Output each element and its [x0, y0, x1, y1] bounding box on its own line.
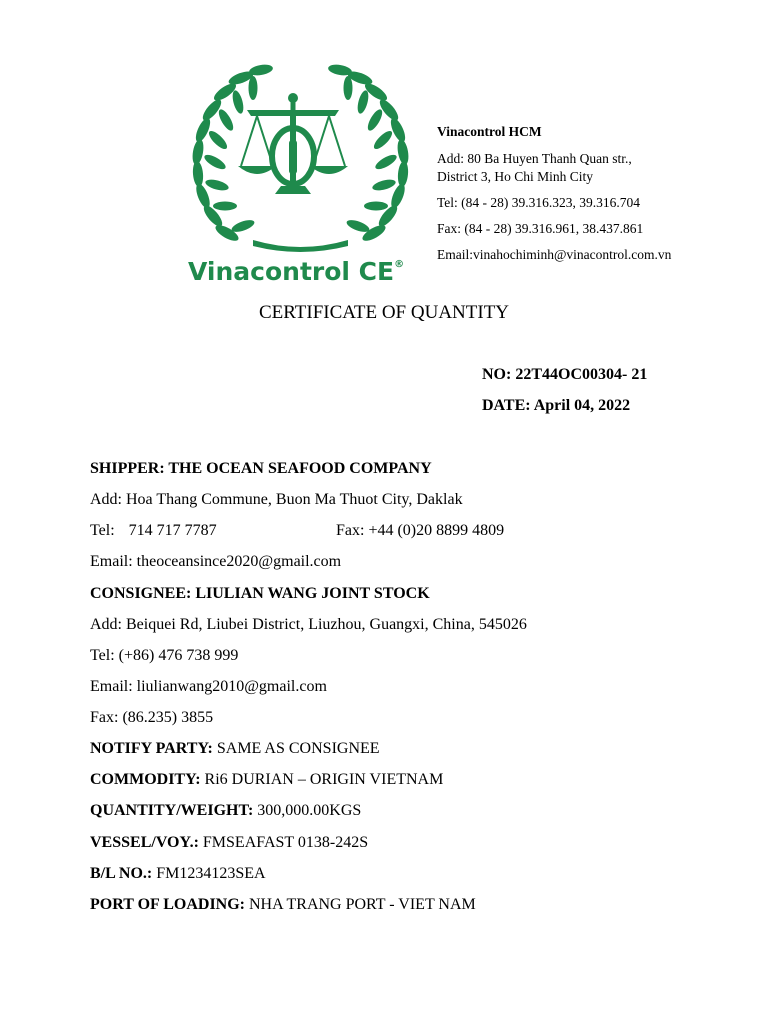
company-tel: Tel: (84 - 28) 39.316.323, 39.316.704: [437, 195, 641, 210]
notify-party-row: [90, 740, 380, 758]
bill-of-lading-row: [90, 865, 266, 883]
consignee-address: Add: Beiquei Rd, Liubei District, Liuzhou, Guangxi, China, 545026: [90, 616, 527, 633]
consignee-email: Email: liulianwang2010@gmail.com: [90, 678, 327, 695]
commodity-value: Ri6 DURIAN – ORIGIN VIETNAM: [204, 771, 444, 788]
shipper-heading: SHIPPER: THE OCEAN SEAFOOD COMPANY: [90, 460, 432, 477]
consignee-fax: Fax: (86.235) 3855: [90, 709, 214, 726]
vessel-label: VESSEL/VOY.:: [90, 834, 199, 851]
commodity-row: [90, 771, 443, 789]
certificate-number: NO: 22T44OC00304- 21: [482, 366, 648, 383]
quantity-label: QUANTITY/WEIGHT:: [90, 802, 254, 819]
bill-of-lading-label: B/L NO.:: [90, 865, 153, 882]
logo-brand-text: Vinacontrol CE®: [188, 257, 405, 286]
quantity-value: 300,000.00KGS: [257, 802, 362, 819]
shipper-tel-value: 714 717 7787: [128, 522, 217, 539]
company-address: [437, 150, 757, 186]
company-name: Vinacontrol HCM: [437, 124, 542, 139]
shipper-tel-label: Tel:: [90, 522, 115, 539]
page-title: CERTIFICATE OF QUANTITY: [258, 302, 510, 323]
port-of-loading-label: PORT OF LOADING:: [90, 896, 245, 913]
company-fax: Fax: (84 - 28) 39.316.961, 38.437.861: [437, 221, 644, 236]
shipper-phone-fax-row: [90, 522, 590, 540]
company-logo: [183, 58, 418, 296]
consignee-heading: CONSIGNEE: LIULIAN WANG JOINT STOCK: [90, 585, 430, 602]
company-email: Email:vinahochiminh@vinacontrol.com.vn: [437, 247, 672, 262]
company-contact-block: [437, 123, 757, 272]
shipper-email: Email: theoceansince2020@gmail.com: [90, 553, 342, 570]
company-address-line1: Add: 80 Ba Huyen Thanh Quan str.,: [437, 151, 632, 166]
bill-of-lading-value: FM1234123SEA: [156, 865, 266, 882]
commodity-label: COMMODITY:: [90, 771, 201, 788]
quantity-row: [90, 802, 361, 820]
consignee-tel: Tel: (+86) 476 738 999: [90, 647, 239, 664]
scales-laurel-icon: [183, 58, 418, 258]
vessel-row: [90, 834, 368, 852]
notify-party-value: SAME AS CONSIGNEE: [216, 740, 380, 757]
shipper-fax: Fax: +44 (0)20 8899 4809: [336, 522, 505, 539]
port-of-loading-value: NHA TRANG PORT - VIET NAM: [249, 896, 476, 913]
company-address-line2: District 3, Ho Chi Minh City: [437, 169, 594, 184]
port-of-loading-row: [90, 896, 476, 914]
shipper-address: Add: Hoa Thang Commune, Buon Ma Thuot City, Daklak: [90, 491, 463, 508]
notify-party-label: NOTIFY PARTY:: [90, 740, 213, 757]
vessel-value: FMSEAFAST 0138-242S: [202, 834, 369, 851]
certificate-date: DATE: April 04, 2022: [482, 397, 631, 414]
